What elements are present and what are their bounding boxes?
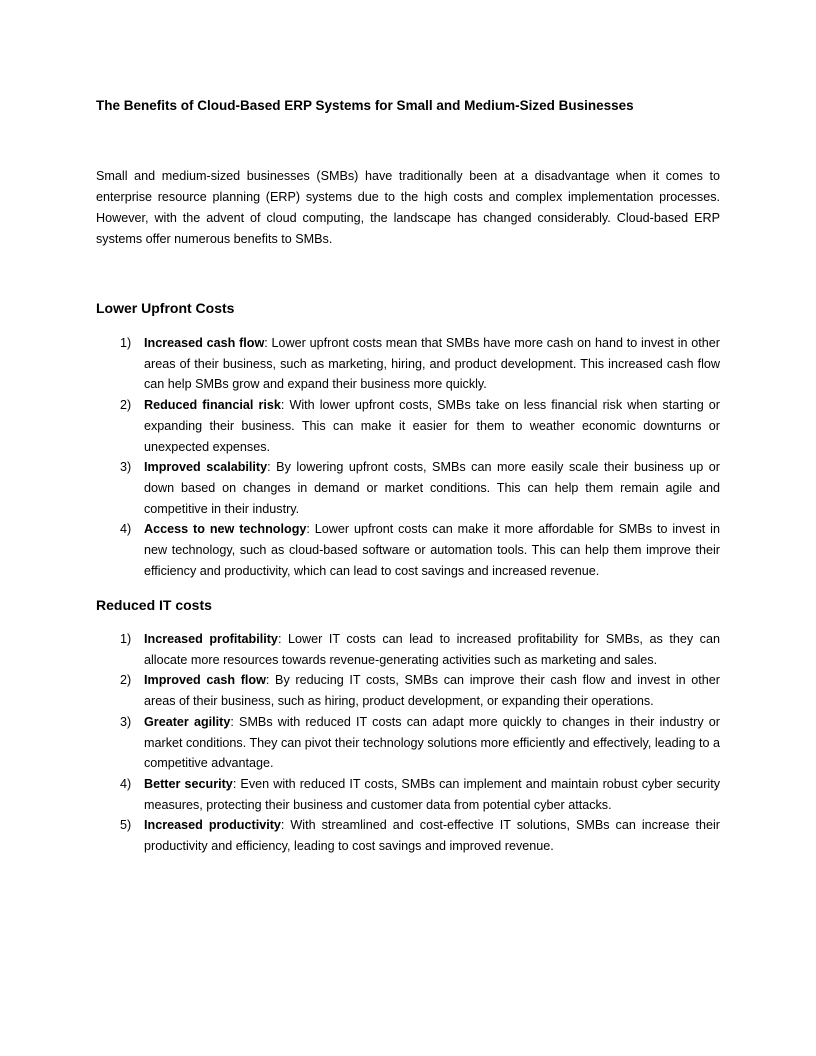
list-item-text: : Lower IT costs can lead to increased profitability for SMBs, as they can allocate more resources towards revenue-generating activities such as marketing and sales.	[144, 632, 720, 667]
list-item-number: 3)	[120, 460, 132, 475]
list-item-text: : With streamlined and cost-effective IT solutions, SMBs can increase their productivity and efficiency, leading to cost savings and improved revenue.	[144, 818, 720, 854]
list-item-number: 1)	[120, 336, 132, 350]
list-item-number: 4)	[120, 776, 132, 791]
section-heading-reduced-it-costs: Reduced IT costs	[96, 597, 212, 613]
list-item	[96, 815, 720, 856]
list-item-term: Increased cash flow	[144, 336, 265, 350]
list-item-number: 3)	[120, 714, 132, 729]
list-item-text: : Lower upfront costs mean that SMBs have more cash on hand to invest in other areas of their business, such as marketing, hiring, and product development. This increased cash flow can help SMBs grow and expand their business more quickly.	[144, 336, 720, 392]
list-item	[96, 519, 720, 581]
list-item-text: : Even with reduced IT costs, SMBs can implement and maintain robust cyber security measures, protecting their business and customer data from potential cyber attacks.	[144, 776, 720, 812]
list-item	[96, 333, 720, 395]
list-item-term: Improved scalability	[144, 460, 268, 475]
list-item	[96, 670, 720, 711]
list-item-term: Greater agility	[144, 714, 231, 729]
list-item-term: Increased productivity	[144, 818, 281, 833]
list-item-number: 2)	[120, 673, 132, 688]
list-item	[96, 774, 720, 815]
list-item-term: Reduced financial risk	[144, 398, 281, 413]
list-item-text: : Lower upfront costs can make it more affordable for SMBs to invest in new technology, such as cloud-based software or automation tools. This can help them improve their efficiency and productivity, which can lead to cost savings and increased revenue.	[144, 522, 720, 578]
list-item-text: : By reducing IT costs, SMBs can improve their cash flow and invest in other areas of their business, such as hiring, product development, or expanding their operations.	[144, 673, 720, 709]
reduced-it-costs-list	[96, 629, 720, 857]
list-item-number: 2)	[120, 398, 132, 413]
list-item-text: : SMBs with reduced IT costs can adapt more quickly to changes in their industry or market conditions. They can pivot their technology solutions more efficiently and effectively, leading to a competitive advantage.	[144, 714, 720, 771]
list-item-number: 1)	[120, 632, 132, 646]
list-item-term: Better security	[144, 776, 233, 791]
list-item-text: : By lowering upfront costs, SMBs can more easily scale their business up or down based on changes in demand or market conditions. This can help them remain agile and competitive in their industry.	[144, 460, 720, 516]
list-item-number: 4)	[120, 522, 132, 537]
list-item	[96, 629, 720, 670]
section-heading-lower-upfront-costs: Lower Upfront Costs	[96, 300, 235, 316]
intro-paragraph: Small and medium-sized businesses (SMBs) have traditionally been at a disadvantage when it comes to enterprise resource planning (ERP) systems due to the high costs and complex implementation processes. However, with the advent of cloud computing, the landscape has changed considerably. Cloud-based ERP systems offer numerous benefits to SMBs.	[96, 169, 720, 246]
list-item	[96, 712, 720, 774]
list-item	[96, 395, 720, 457]
list-item-term: Access to new technology	[144, 522, 307, 537]
list-item-number: 5)	[120, 818, 132, 833]
list-item-term: Increased profitability	[144, 632, 278, 646]
lower-upfront-costs-list	[96, 333, 720, 581]
document-title: The Benefits of Cloud-Based ERP Systems for Small and Medium-Sized Businesses	[96, 98, 634, 113]
list-item-text: : With lower upfront costs, SMBs take on less financial risk when starting or expanding their business. This can make it easier for them to weather economic downturns or unexpected expenses.	[144, 398, 721, 454]
list-item	[96, 457, 720, 519]
list-item-term: Improved cash flow	[144, 673, 266, 688]
